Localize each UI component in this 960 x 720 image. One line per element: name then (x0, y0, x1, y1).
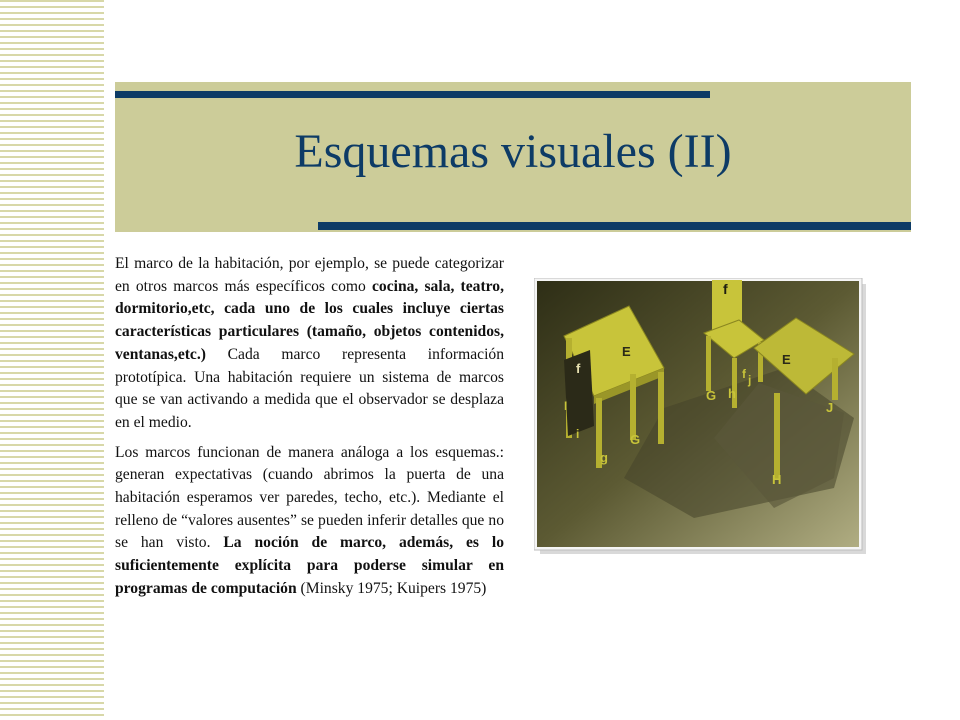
figure-label: G (630, 432, 641, 447)
paragraph-2-bold: La noción de marco, además, es lo suficientemente explícita para poderse simular en programas de computación (115, 534, 504, 597)
figure-label: J (826, 400, 834, 415)
paragraph-1 (115, 253, 504, 435)
tables-illustration (534, 278, 866, 554)
figure-label: f (742, 367, 746, 381)
figure-label: E (622, 344, 631, 359)
diamond-table-leg (774, 393, 780, 479)
paragraph-2-rest: (Minsky 1975; Kuipers 1975) (296, 579, 487, 597)
title-rule-bottom (318, 222, 911, 230)
figure-label: G (706, 388, 717, 403)
paragraph-2-intro: Los marcos funcionan de manera análoga a los esquemas.: generan expectativas (cuando abrimos la puerta de una habitación esperamos ver paredes, techo, etc.). Mediante el relleno de “valores ausentes” se pueden inferir detalles que no se han visto. (115, 443, 504, 552)
figure-label: f (723, 281, 728, 297)
paragraph-1-bold: cocina, sala, teatro, dormitorio,etc, cada uno de los cuales incluye ciertas características particulares (tamaño, objetos contenidos, ventanas,etc.) (115, 277, 504, 363)
figure-label: I (564, 399, 568, 413)
slide-title: Esquemas visuales (II) (294, 125, 732, 178)
figure-label: H (772, 472, 782, 487)
left-table-leg (658, 372, 664, 444)
figure-label: j (748, 373, 752, 387)
title-rule-top (115, 91, 710, 98)
middle-table-leg (706, 336, 711, 391)
body-text (115, 253, 504, 608)
paragraph-2 (115, 442, 504, 601)
paragraph-1-intro: El marco de la habitación, por ejemplo, se puede categorizar en otros marcos más específicos como (115, 255, 504, 295)
figure-label: g (600, 450, 608, 465)
figure-label: h (728, 386, 736, 401)
figure-label: f (576, 361, 581, 376)
figure-label: E (782, 352, 791, 367)
figure-label: i (576, 427, 580, 441)
decorative-stripes (0, 0, 104, 720)
left-table-leg (630, 374, 636, 440)
diamond-table-leg (832, 358, 838, 400)
paragraph-1-rest: Cada marco representa información prototípica. Una habitación requiere un sistema de marcos que se van activando a medida que el observador se desplaza en el medio. (115, 345, 504, 431)
